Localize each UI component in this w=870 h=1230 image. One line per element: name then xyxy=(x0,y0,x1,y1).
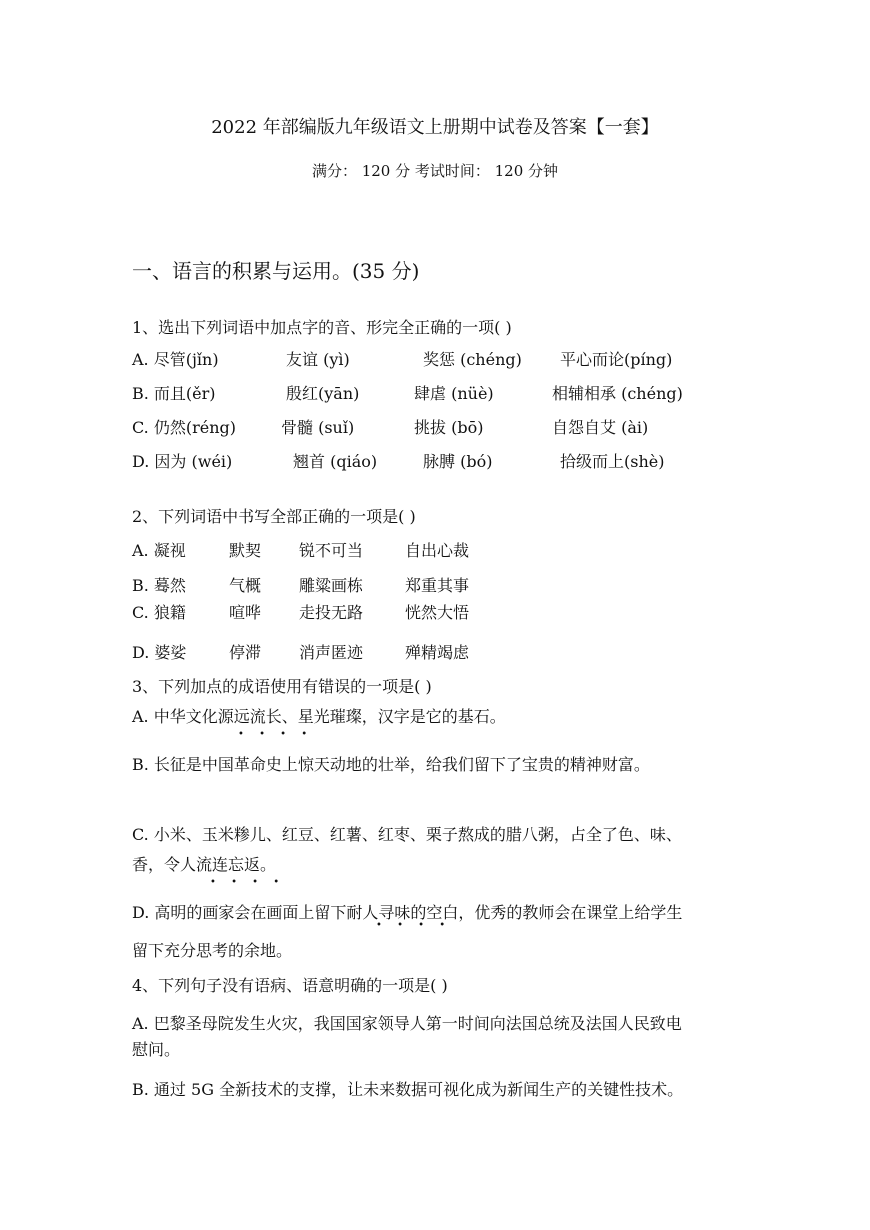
question-3-stem: 3、下列加点的成语使用有错误的一项是( ) xyxy=(132,677,432,696)
question-3-option-a: A. 中华文化源远流长、星光璀璨，汉字是它的基石。 xyxy=(132,707,506,726)
option-cell: A. 凝视 xyxy=(132,541,186,560)
question-4-option-b: B. 通过 5G 全新技术的支撑，让未来数据可视化成为新闻生产的关键性技术。 xyxy=(132,1080,684,1099)
question-3-option-c-line2: 香，令人流连忘返。 xyxy=(132,855,277,874)
option-cell: 郑重其事 xyxy=(405,576,470,595)
option-cell: 相辅相承 (chéng) xyxy=(552,384,683,403)
question-3-option-d-line2: 留下充分思考的余地。 xyxy=(132,941,293,960)
option-cell: 走投无路 xyxy=(299,603,364,622)
option-cell: 雕粱画栋 xyxy=(299,576,364,595)
option-cell: 喧哗 xyxy=(229,603,262,622)
option-cell: 殚精竭虑 xyxy=(405,643,470,662)
option-cell: 友谊 (yì) xyxy=(286,350,350,369)
option-cell: 骨髓 (suǐ) xyxy=(281,418,355,437)
question-3-option-d-line1: D. 高明的画家会在画面上留下耐人寻味的空白，优秀的教师会在课堂上给学生 xyxy=(132,903,683,922)
exam-info: 满分： 120 分 考试时间： 120 分钟 xyxy=(311,162,559,180)
page-title: 2022 年部编版九年级语文上册期中试卷及答案【一套】 xyxy=(211,117,659,138)
option-cell: C. 狼籍 xyxy=(132,603,186,622)
option-cell: B. 蓦然 xyxy=(132,576,186,595)
option-cell: 停滞 xyxy=(229,643,262,662)
question-3-option-c-line1: C. 小米、玉米糁儿、红豆、红薯、红枣、栗子熬成的腊八粥，占全了色、味、 xyxy=(132,825,682,844)
option-cell: 恍然大悟 xyxy=(405,603,470,622)
option-cell: 挑拔 (bō) xyxy=(414,418,484,437)
option-cell: 自出心裁 xyxy=(405,541,470,560)
option-cell: 默契 xyxy=(229,541,262,560)
option-cell: A. 尽管(jǐn) xyxy=(132,350,219,369)
option-cell: 脉膊 (bó) xyxy=(423,452,493,471)
question-4-option-a-line2: 慰问。 xyxy=(132,1040,181,1059)
question-1-stem: 1、选出下列词语中加点字的音、形完全正确的一项( ) xyxy=(132,318,512,337)
emphasis-dots: • • • • xyxy=(238,729,314,740)
question-4-option-a-line1: A. 巴黎圣母院发生火灾，我国国家领导人第一时间向法国总统及法国人民致电 xyxy=(132,1014,682,1033)
option-cell: 气概 xyxy=(229,576,262,595)
option-cell: 自怨自艾 (ài) xyxy=(552,418,649,437)
option-cell: 殷红(yān) xyxy=(286,384,360,403)
question-3-option-b: B. 长征是中国革命史上惊天动地的壮举，给我们留下了宝贵的精神财富。 xyxy=(132,755,650,774)
option-cell: D. 因为 (wéi) xyxy=(132,452,233,471)
question-2-stem: 2、下列词语中书写全部正确的一项是( ) xyxy=(132,507,416,526)
option-cell: B. 而且(ěr) xyxy=(132,384,216,403)
option-cell: 锐不可当 xyxy=(299,541,364,560)
option-cell: 肆虐 (nüè) xyxy=(414,384,494,403)
option-cell: 平心而论(píng) xyxy=(560,350,673,369)
emphasis-dots: • • • • xyxy=(376,920,452,931)
option-cell: D. 婆娑 xyxy=(132,643,187,662)
question-4-stem: 4、下列句子没有语病、语意明确的一项是( ) xyxy=(132,976,448,995)
section-heading: 一、语言的积累与运用。(35 分) xyxy=(132,259,420,283)
option-cell: 拾级而上(shè) xyxy=(560,452,665,471)
emphasis-dots: • • • • xyxy=(210,877,286,888)
option-cell: 奖惩 (chéng) xyxy=(423,350,522,369)
option-cell: 消声匿迹 xyxy=(299,643,364,662)
option-cell: 翘首 (qiáo) xyxy=(293,452,378,471)
option-cell: C. 仍然(réng) xyxy=(132,418,236,437)
